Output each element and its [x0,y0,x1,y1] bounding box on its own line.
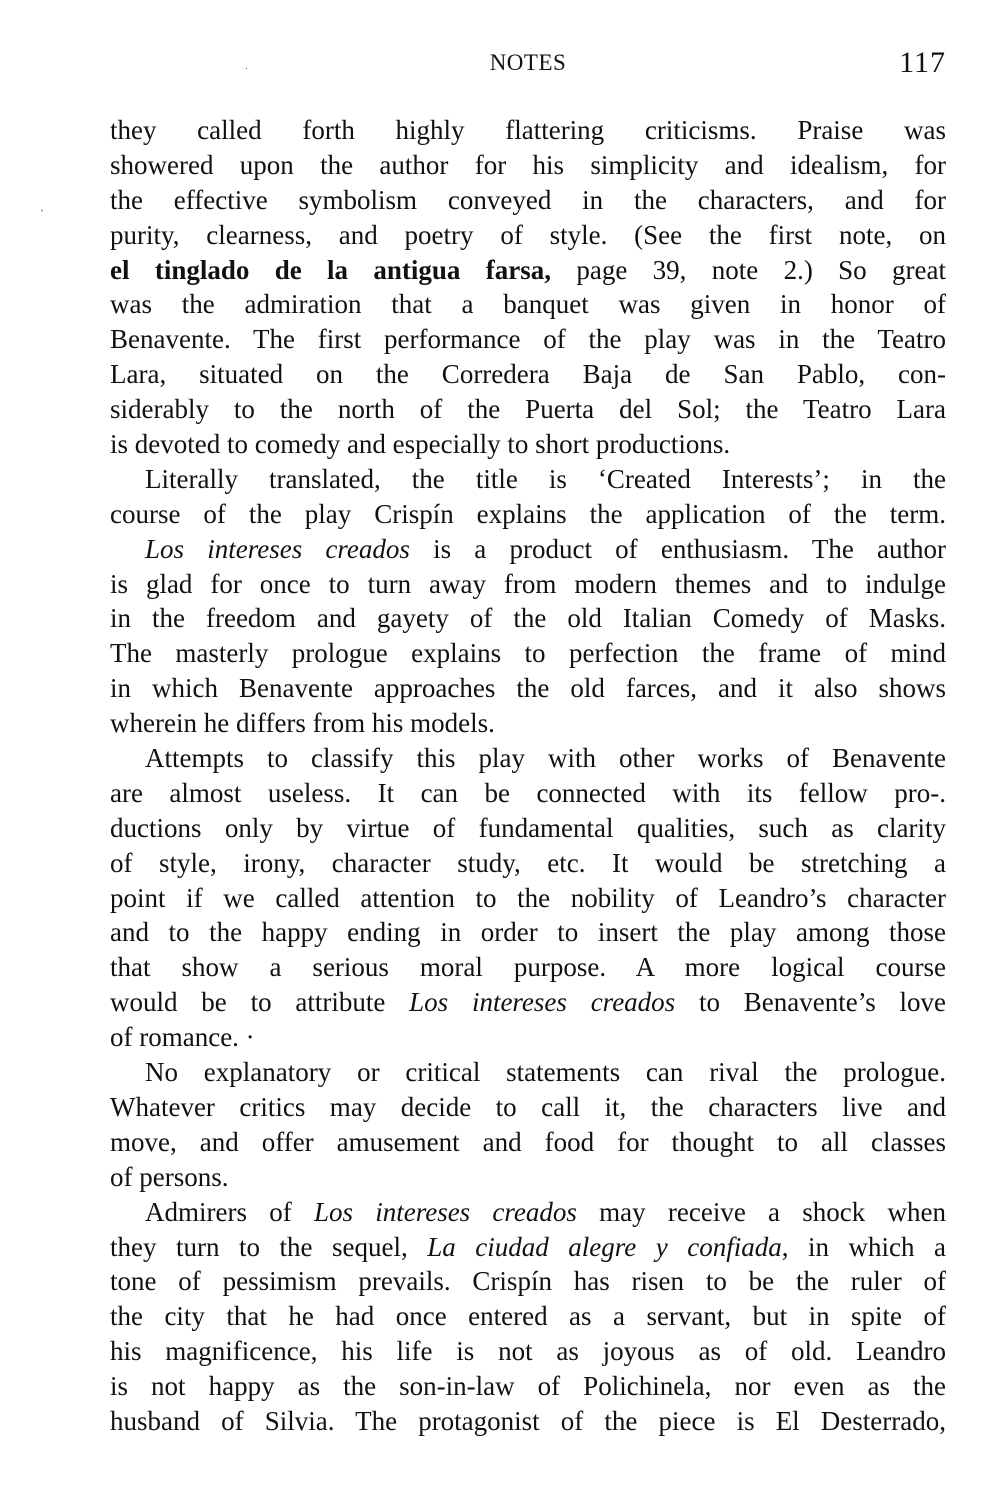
text-segment: the city that he had once entered as a servant, but in spite of [110,1301,946,1332]
text-line [110,950,946,985]
text-segment: point if we called attention to the nobility of Leandro’s character [110,882,946,913]
text-segment: may receive a shock when [576,1196,946,1227]
text-segment: wherein he differs from his models. [110,708,495,739]
text-line [110,322,946,357]
notes-body-text [110,113,946,1439]
text-segment: is glad for once to turn away from modern themes and to indulge [110,568,946,599]
text-segment: is a product of enthusiasm. The author [409,533,946,564]
text-line [110,636,946,671]
text-segment: showered upon the author for his simplicity and idealism, for [110,149,946,180]
text-line [110,1125,946,1160]
text-line [110,462,946,497]
text-line [110,113,946,148]
text-line [110,1055,946,1090]
text-segment: his magnificence, his life is not as joyous as of old. Leandro [110,1336,946,1367]
bold-term: el tinglado de la antigua farsa, [110,254,551,285]
text-line [110,1090,946,1125]
text-segment: Admirers of [145,1196,314,1227]
text-line [110,1299,946,1334]
text-line [110,1334,946,1369]
text-line [110,497,946,532]
text-segment: course of the play Crispín explains the application of the term. [110,498,946,529]
italic-title: Los intereses creados [313,1196,577,1227]
text-segment: Attempts to classify this play with other works of Benavente [145,743,946,774]
text-line [110,776,946,811]
text-segment: and to the happy ending in order to insert the play among those [110,917,946,948]
text-segment: tone of pessimism prevails. Crispín has risen to be the ruler of [110,1266,946,1297]
running-head [110,46,946,86]
italic-title: Los intereses creados [145,533,410,564]
text-segment: move, and offer amusement and food for thought to all classes [110,1126,946,1157]
text-line [110,1404,946,1439]
text-line [110,1369,946,1404]
text-segment: the effective symbolism conveyed in the characters, and for [110,184,946,215]
text-line [110,846,946,881]
italic-title: Los intereses creados [409,987,676,1018]
text-line [110,1264,946,1299]
text-line [110,532,946,567]
text-line [110,671,946,706]
text-line [110,1230,946,1265]
text-line [110,183,946,218]
text-line [110,706,946,741]
text-segment: Lara, situated on the Corredera Baja de San Pablo, con- [110,359,946,390]
text-segment: Whatever critics may decide to call it, the characters live and [110,1091,946,1122]
scan-speck [246,68,247,69]
text-segment: in which Benavente approaches the old farces, and it also shows [110,673,946,704]
page-number: 117 [899,46,946,79]
text-segment: that show a serious moral purpose. A more logical course [110,952,946,983]
text-line [110,881,946,916]
text-line [110,218,946,253]
text-line [110,811,946,846]
text-segment: in the freedom and gayety of the old Italian Comedy of Masks. [110,603,946,634]
text-segment: ductions only by virtue of fundamental qualities, such as clarity [110,812,946,843]
text-line [110,915,946,950]
text-segment: are almost useless. It can be connected with its fellow pro-. [110,777,946,808]
text-line [110,1160,946,1195]
text-segment: of style, irony, character study, etc. It would be stretching a [110,847,946,878]
text-segment: siderably to the north of the Puerta del Sol; the Teatro Lara [110,394,946,425]
text-segment: was the admiration that a banquet was given in honor of [110,289,946,320]
text-line [110,985,946,1020]
text-segment: husband of Silvia. The protagonist of the piece is El Desterrado, [110,1405,946,1436]
text-line [110,253,946,288]
text-segment: would be to attribute [110,987,410,1018]
text-segment: is not happy as the son-in-law of Polichinela, nor even as the [110,1371,946,1402]
italic-title: La ciudad alegre y confiada [427,1231,782,1262]
text-segment: page 39, note 2.) So great [551,254,946,285]
text-line [110,427,946,462]
text-segment: to Benavente’s love [675,987,946,1018]
running-title: NOTES [489,50,567,75]
text-segment: purity, clearness, and poetry of style. (See the first note, on [110,219,946,250]
text-line [110,567,946,602]
text-segment: , in which a [781,1231,946,1262]
text-line [110,287,946,322]
text-line [110,601,946,636]
text-segment: of persons. [110,1161,229,1192]
text-segment: of romance. · [110,1022,255,1053]
text-line [110,1020,946,1055]
text-line [110,148,946,183]
text-line [110,392,946,427]
text-line [110,741,946,776]
text-segment: The masterly prologue explains to perfection the frame of mind [110,638,946,669]
text-segment: they turn to the sequel, [110,1231,428,1262]
text-line [110,357,946,392]
text-line [110,1195,946,1230]
scan-speck [41,209,43,211]
text-segment: Benavente. The first performance of the play was in the Teatro [110,324,946,355]
text-segment: they called forth highly flattering criticisms. Praise was [110,115,946,145]
text-segment: No explanatory or critical statements can rival the prologue. [145,1057,946,1088]
text-segment: is devoted to comedy and especially to short productions. [110,429,731,460]
text-segment: Literally translated, the title is ‘Created Interests’; in the [145,463,946,494]
